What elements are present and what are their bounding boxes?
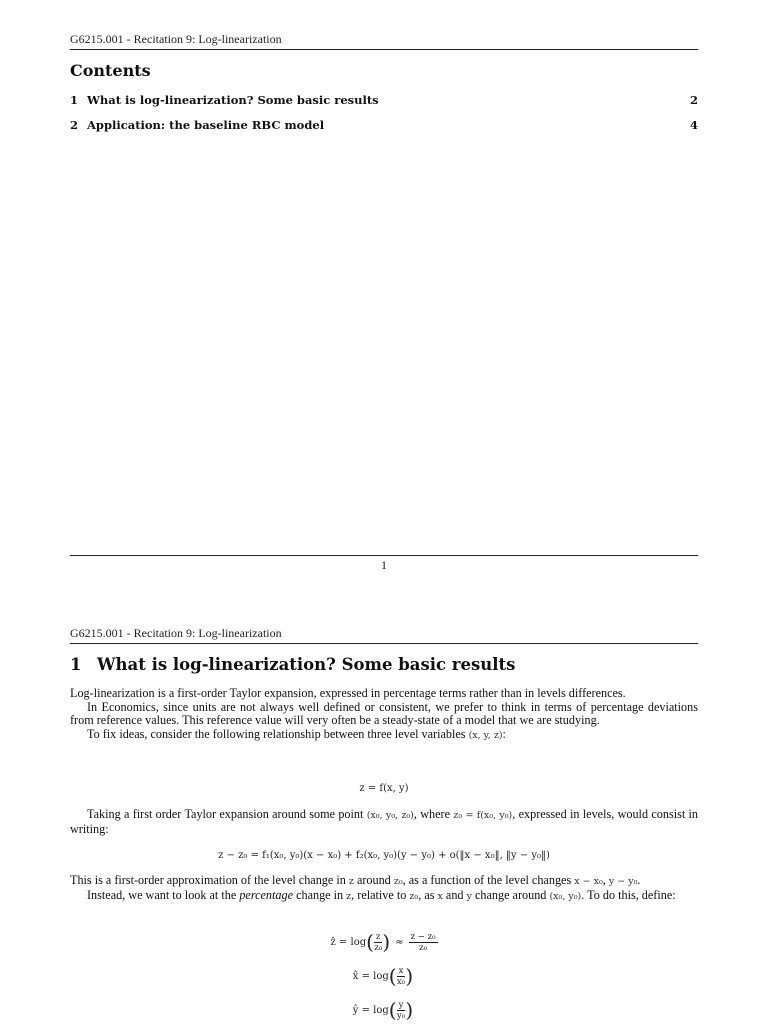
body-paragraphs [70, 687, 698, 742]
toc-entry-page: 2 [689, 93, 698, 107]
paragraph: In Economics, since units are not always well defined or consistent, we prefer to think in terms of percentage deviations from reference values. This reference value will very often be a steady-state of a model that we are studying. [70, 699, 698, 728]
paragraph: This is a first-order approximation of the level change in z around z₀, as a function of the level changes x − x₀, y − y₀. [70, 873, 641, 887]
inline-math: (x₀, y₀, z₀) [366, 810, 414, 821]
toc-entry-page: 4 [689, 118, 698, 132]
section-title: What is log-linearization? Some basic results [97, 655, 516, 674]
paragraph: Log-linearization is a first-order Taylor expansion, expressed in percentage terms rather than in levels differences. [70, 686, 626, 700]
paragraph-group [70, 874, 698, 903]
toc-entry-title: What is log-linearization? Some basic results [87, 93, 379, 107]
inline-math: z₀ = f(x₀, y₀) [453, 810, 513, 821]
section-heading [70, 655, 515, 674]
equation: ẑ = log ( $\frac{z}{\text{z₀}}$ ) ≈ $\frac{\text{z − z₀}}{\text{z₀}}$ [330, 930, 436, 954]
toc-entry[interactable] [70, 93, 698, 107]
paragraph: Taking a first order Taylor expansion around some point (x₀, y₀, z₀), where z₀ = f(x₀, y₀), expressed in levels, would consist in writing: [70, 807, 698, 836]
header-rule [70, 49, 698, 50]
page-header: G6215.001 - Recitation 9: Log-linearization [70, 626, 282, 640]
section-number: 1 [70, 655, 82, 674]
equation: z − z₀ = f₁(x₀, y₀)(x − x₀) + f₂(x₀, y₀)(y − y₀) + o(‖x − x₀‖, ‖y − y₀‖) [218, 850, 550, 861]
toc-entry-title: Application: the baseline RBC model [87, 118, 325, 132]
toc-entry[interactable] [70, 118, 698, 132]
footer-rule [70, 555, 698, 556]
toc-entry-number: 2 [70, 118, 79, 132]
inline-math: (x, y, z) [468, 729, 503, 741]
equation: ŷ = log ( $\frac{y}{\text{y₀}}$ ) [352, 998, 414, 1022]
equation: z = f(x, y) [359, 783, 409, 794]
toc-entry-number: 1 [70, 93, 79, 107]
header-rule [70, 643, 698, 644]
paragraph: Instead, we want to look at the percentage change in z, relative to z₀, as x and y change around (x₀, y₀). To do this, define: [87, 887, 676, 902]
page-header: G6215.001 - Recitation 9: Log-linearization [70, 32, 282, 46]
contents-heading: Contents [70, 61, 151, 80]
page-number: 1 [381, 558, 387, 572]
paragraph: To fix ideas, consider the following relationship between three level variables (x, y, z): [87, 726, 506, 741]
equation: x̂ = log ( $\frac{x}{\text{x₀}}$ ) [352, 964, 414, 988]
